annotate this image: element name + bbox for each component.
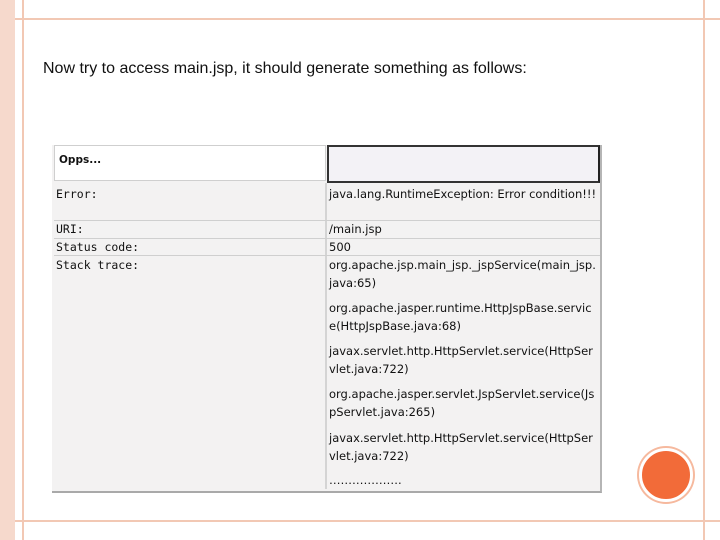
column-divider bbox=[325, 183, 327, 489]
stack-trace-line: javax.servlet.http.HttpServlet.service(HttpServlet.java:722) bbox=[329, 344, 593, 376]
slide-frame-inner-line bbox=[22, 0, 24, 540]
status-code-label: Status code: bbox=[56, 240, 140, 254]
stack-trace-ellipsis: ………………. bbox=[329, 473, 402, 487]
stack-trace-line: org.apache.jasper.runtime.HttpJspBase.service(HttpJspBase.java:68) bbox=[329, 301, 592, 333]
slide-frame-left bbox=[0, 0, 15, 540]
stack-trace-line: org.apache.jasper.servlet.JspServlet.service(JspServlet.java:265) bbox=[329, 387, 595, 419]
stack-trace-first: org.apache.jsp.main_jsp._jspService(main_jsp.java:65) bbox=[329, 258, 596, 290]
uri-value: /main.jsp bbox=[329, 222, 382, 236]
stack-trace-line: javax.servlet.http.HttpServlet.service(HttpServlet.java:722) bbox=[329, 431, 593, 463]
table-header-empty bbox=[327, 145, 600, 183]
error-table bbox=[52, 145, 602, 493]
slide-frame-right-line bbox=[703, 0, 705, 540]
slide-frame-bottom-line bbox=[15, 520, 720, 522]
table-header: Opps... bbox=[54, 145, 326, 181]
stack-trace-label: Stack trace: bbox=[56, 258, 140, 272]
slide-heading: Now try to access main.jsp, it should generate something as follows: bbox=[43, 60, 527, 77]
error-value: java.lang.RuntimeException: Error condition!!! bbox=[329, 187, 597, 201]
error-label: Error: bbox=[56, 187, 98, 201]
slide-frame-top-line bbox=[15, 18, 720, 20]
status-code-value: 500 bbox=[329, 240, 351, 254]
decorative-orange-circle bbox=[639, 448, 693, 502]
uri-label: URI: bbox=[56, 222, 84, 236]
